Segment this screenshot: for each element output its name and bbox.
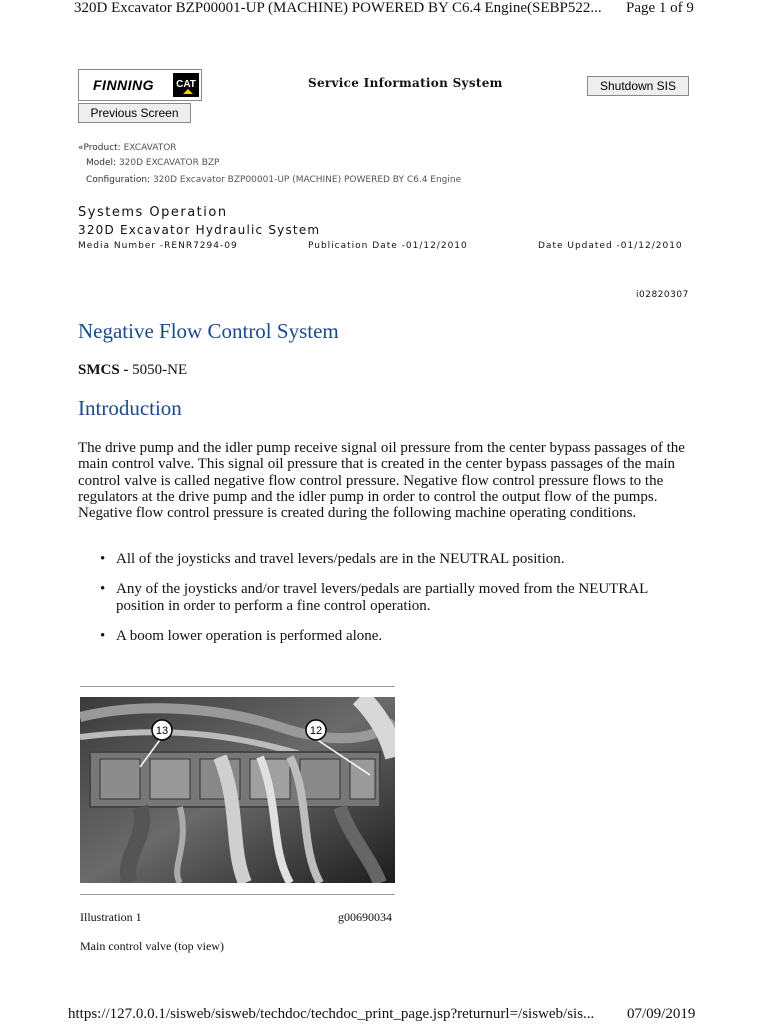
page-title: Negative Flow Control System [78,319,339,343]
configuration-value: 320D Excavator BZP00001-UP (MACHINE) POWERED BY C6.4 Engine [152,175,462,185]
illustration-label: Illustration 1 [80,910,142,924]
figure-bottom-rule [80,894,395,895]
smcs-label: SMCS - [78,362,129,378]
list-item: • A boom lower operation is performed alone. [100,628,690,644]
footer-url: https://127.0.0.1/sisweb/sisweb/techdoc/techdoc_print_page.jsp?returnurl=/sisweb/sis... [68,1006,595,1022]
cat-logo-icon: CAT [173,73,199,97]
configuration-label: Configuration: [86,175,151,185]
shutdown-sis-button[interactable]: Shutdown SIS [587,76,689,96]
main-control-valve-photo [80,697,395,883]
finning-cat-logo [78,69,202,101]
valve-photo-illustration [80,697,395,883]
product-row [78,143,177,153]
document-id: i02820307 [636,290,689,300]
callout-13: 13 [155,725,169,737]
introduction-heading: Introduction [78,396,182,420]
figure-top-rule [80,686,395,687]
media-number: Media Number -RENR7294-09 [78,241,238,251]
model-value: 320D EXCAVATOR BZP [118,158,220,168]
product-label: «Product: [78,143,121,153]
introduction-paragraph: The drive pump and the idler pump receive signal oil pressure from the center bypass passages of the main control valve. This signal oil pressure that is created in the center bypass passages of the main control valve is called negative flow control pressure. Negative flow control pressure flows to the regulators at the drive pump and the idler pump in order to control the output flow of the pumps. Negative flow control pressure is created during the following machine operating conditions. [78,440,685,522]
smcs-value: 5050-NE [132,362,188,378]
print-page-number: Page 1 of 9 [626,0,694,16]
model-label: Model: [86,158,117,168]
smcs-code [78,362,187,379]
callout-12: 12 [309,725,323,737]
operating-conditions-list [100,551,690,658]
section-title: Systems Operation [78,205,228,220]
configuration-row [86,175,461,185]
section-subtitle: 320D Excavator Hydraulic System [78,223,321,237]
footer-date: 07/09/2019 [627,1006,696,1022]
illustration-id: g00690034 [338,910,392,924]
print-header-title: 320D Excavator BZP00001-UP (MACHINE) POWERED BY C6.4 Engine(SEBP522... [74,0,602,16]
system-title: Service Information System [308,76,503,90]
model-row [86,158,219,168]
logo-text: FINNING [93,77,155,93]
list-item: • All of the joysticks and travel levers/pedals are in the NEUTRAL position. [100,551,690,567]
illustration-caption: Main control valve (top view) [80,939,224,953]
previous-screen-button[interactable]: Previous Screen [78,103,191,123]
product-value: EXCAVATOR [123,143,177,153]
publication-date: Publication Date -01/12/2010 [308,241,468,251]
list-item: • Any of the joysticks and/or travel levers/pedals are partially moved from the NEUTRAL position in order to perform a fine control operation. [100,581,690,614]
date-updated: Date Updated -01/12/2010 [538,241,683,251]
